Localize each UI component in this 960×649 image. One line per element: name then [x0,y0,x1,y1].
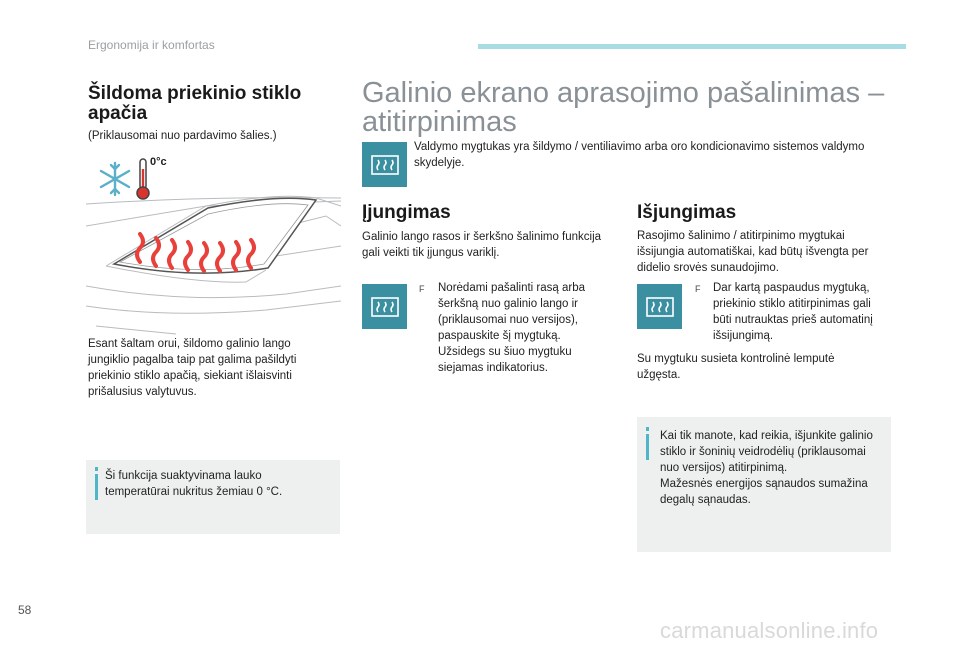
info-icon-2 [646,434,649,460]
off-body: Rasojimo šalinimo / atitirpinimo mygtukai išsijungia automatiškai, kad būtų išvengta per didelio srovės sunaudojimo. [637,230,869,274]
rear-defrost-icon [362,142,407,187]
info-icon [95,474,98,500]
temperature-label: 0°c [150,156,167,168]
off-step: Dar kartą paspaudus mygtuką, priekinio stiklo atitirpinimas gali būti nutrauktas prieš automatinį išsijungimą. [713,282,873,342]
left-note-text: Ši funkcija suaktyvinama lauko temperatūrai nukritus žemiau 0 °C. [105,470,283,498]
bullet-arrow-icon-2: F [695,284,701,294]
intro-text: Valdymo mygtukas yra šildymo / ventiliavimo arba oro kondicionavimo sistemos valdymo skydelyje. [414,141,865,169]
bullet-arrow-icon: F [419,284,425,294]
indicator-text: Su mygtuku susieta kontrolinė lemputė užgęsta. [637,353,835,381]
windscreen-illustration [86,186,341,336]
availability-text: (Priklausomai nuo pardavimo šalies.) [88,130,277,142]
on-body: Galinio lango rasos ir šerkšno šalinimo funkcija gali veikti tik įjungus variklį. [362,231,602,259]
off-title: Išjungimas [637,202,737,223]
left-body: Esant šaltam orui, šildomo galinio lango jungiklio pagalba taip pat galima pašildyti priekinio stiklo apačią, siekiant išlaisvinti prišalusius valytuvus. [88,338,297,398]
main-title: Galinio ekrano aprasojimo pašalinimas – atitirpinimas [362,77,885,138]
section-header: Ergonomija ir komfortas [88,38,215,52]
left-title: Šildoma priekinio stiklo apačia [88,83,302,124]
front-defrost-button-icon [637,284,682,329]
on-title: Įjungimas [362,202,451,223]
left-note [86,460,340,534]
header-bar [478,44,906,49]
right-note [637,417,891,552]
watermark: carmanualsonline.info [660,618,879,643]
on-step: Norėdami pašalinti rasą arba šerkšną nuo galinio lango ir (priklausomai nuo versijos), paspauskite šį mygtuką. Užsidegs su šiuo mygtuku siejamas indikatorius. [438,282,586,374]
right-note-text: Kai tik manote, kad reikia, išjunkite galinio stiklo ir šoninių veidrodėlių (priklausomai nuo versijos) atitirpinimą. Mažesnės energijos sąnaudos sumažina degalų sąnaudas. [660,430,873,506]
rear-defrost-button-icon [362,284,407,329]
page-number: 58 [18,603,32,617]
